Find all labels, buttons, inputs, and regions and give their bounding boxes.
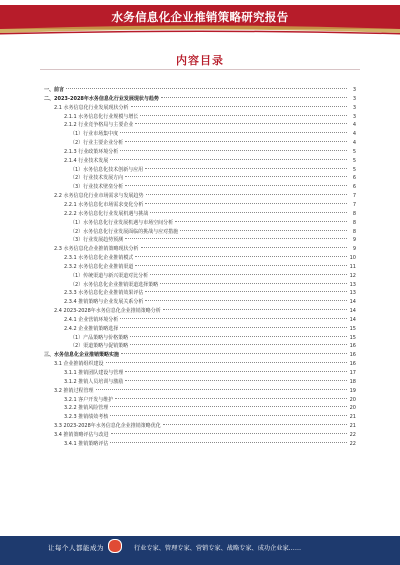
toc-entry-page: 19 — [349, 387, 356, 394]
toc-entry-page: 14 — [349, 299, 356, 306]
toc-entry[interactable] — [44, 431, 356, 440]
toc-leader-dots — [125, 175, 347, 177]
toc-entry[interactable] — [44, 192, 356, 201]
toc-entry-title: （2）行业主要企业分析 — [70, 140, 124, 147]
toc-entry-title: （2）水务信息化企业推销渠道选择策略 — [70, 281, 159, 288]
toc-entry[interactable] — [44, 236, 356, 245]
toc-entry-title: 3.4 推销策略评估与改进 — [54, 431, 109, 438]
toc-heading: 内容目录 — [176, 54, 224, 67]
toc-entry[interactable] — [44, 148, 356, 157]
toc-leader-dots — [115, 397, 347, 399]
footer-slogan-right: 行业专家、管理专家、营销专家、战略专家、成功企业家…… — [134, 545, 302, 552]
toc-entry[interactable] — [44, 113, 356, 122]
toc-leader-dots — [161, 96, 347, 98]
toc-entry-title: （1）产品策略与价格策略 — [70, 334, 129, 341]
toc-leader-dots — [120, 326, 347, 328]
toc-leader-dots — [125, 379, 347, 381]
toc-entry-title: 2.1.1 水务信息化行业规模与增长 — [64, 113, 139, 120]
toc-entry-page: 4 — [352, 122, 356, 129]
toc-entry-page: 6 — [352, 175, 356, 182]
toc-entry[interactable] — [44, 360, 356, 369]
toc-entry[interactable] — [44, 387, 356, 396]
toc-entry-title: （3）行业发展趋势预测 — [70, 237, 124, 244]
toc-entry[interactable] — [44, 404, 356, 413]
toc-entry-page: 22 — [349, 440, 356, 447]
toc-entry[interactable] — [44, 254, 356, 263]
toc-entry-page: 8 — [352, 219, 356, 226]
toc-entry-page: 5 — [352, 166, 356, 173]
toc-entry-title: 2.3.3 水务信息化企业推销效果评估 — [64, 290, 144, 297]
toc-leader-dots — [130, 335, 347, 337]
toc-entry[interactable] — [44, 351, 356, 360]
toc-entry-title: 2.2 水务信息化行业市场需求与发展趋势 — [54, 193, 144, 200]
toc-leader-dots — [135, 122, 347, 124]
toc-entry-title: 2.4.1 企业营销环境分析 — [64, 316, 119, 323]
toc-leader-dots — [150, 273, 347, 275]
toc-entry-title: 3.3 2023-2028年水务信息化企业推销策略优化 — [54, 423, 161, 430]
toc-entry-title: （2）行业技术发展方向 — [70, 175, 124, 182]
toc-entry-title: （1）水务信息化行业发展机遇与市场空间分析 — [70, 219, 174, 226]
toc-entry-title: 3.1.2 推销人员培训与激励 — [64, 378, 124, 385]
toc-entry-page: 3 — [352, 95, 356, 102]
toc-leader-dots — [111, 432, 347, 434]
toc-entry-title: （1）传统渠道与新兴渠道对比分析 — [70, 272, 149, 279]
toc-leader-dots — [125, 184, 347, 186]
toc-entry-page: 7 — [352, 201, 356, 208]
toc-entry-page: 15 — [349, 325, 356, 332]
toc-leader-dots — [110, 405, 347, 407]
toc-entry-page: 17 — [349, 370, 356, 376]
toc-entry-title: 2.2.1 水务信息化市场需求变化分析 — [64, 201, 144, 208]
toc-entry-title: 2.3.4 推销策略与企业发展关系分析 — [64, 299, 144, 306]
toc-entry-title: （2）渠道策略与促销策略 — [70, 343, 129, 350]
toc-leader-dots — [120, 131, 347, 133]
toc-entry-page: 14 — [349, 308, 356, 315]
toc-leader-dots — [125, 237, 347, 239]
toc-entry-page: 4 — [352, 131, 356, 138]
toc-leader-dots — [66, 87, 347, 89]
toc-entry-title: （1）水务信息化技术创新与应用 — [70, 166, 144, 173]
toc-entry[interactable] — [44, 174, 356, 183]
toc-entry[interactable] — [44, 245, 356, 254]
toc-entry[interactable] — [44, 121, 356, 130]
toc-leader-dots — [175, 220, 347, 222]
toc-entry-title: 3.2.3 推销绩效考核 — [64, 414, 109, 421]
toc-entry[interactable] — [44, 281, 356, 290]
toc-entry-page: 21 — [349, 414, 356, 421]
toc-leader-dots — [120, 317, 347, 319]
toc-entry-page: 3 — [352, 87, 356, 93]
toc-entry-page: 15 — [349, 334, 356, 341]
toc-entry[interactable] — [44, 130, 356, 139]
toc-leader-dots — [163, 423, 347, 425]
toc-entry-page: 6 — [352, 184, 356, 191]
toc-entry-page: 14 — [349, 316, 356, 323]
toc-entry-page: 13 — [349, 290, 356, 297]
toc-leader-dots — [135, 264, 347, 266]
toc-entry-page: 21 — [349, 423, 356, 430]
toc-entry-page: 5 — [352, 148, 356, 155]
toc-leader-dots — [130, 343, 347, 345]
toc-entry-title: 2.1.4 行业技术发展 — [64, 157, 109, 164]
toc-entry-title: （1）行业市场集中度 — [70, 131, 119, 138]
toc-entry-title: 2.1 水务信息化行业发展现状分析 — [54, 104, 129, 111]
toc-leader-dots — [135, 255, 347, 257]
toc-entry[interactable] — [44, 219, 356, 228]
toc-leader-dots — [125, 370, 347, 372]
toc-entry-title: 3.4.1 推销策略评估 — [64, 440, 109, 447]
toc-entry-title: 2.2.2 水务信息化行业发展机遇与挑战 — [64, 210, 149, 217]
toc-entry-title: 3.2.2 推销风险管理 — [64, 405, 109, 412]
toc-entry-page: 4 — [352, 140, 356, 147]
toc-entry[interactable] — [44, 396, 356, 405]
toc-leader-dots — [110, 414, 347, 416]
toc-entry-page: 12 — [349, 272, 356, 279]
toc-entry-title: 2.4.2 企业推销策略选择 — [64, 325, 119, 332]
toc-entry-page: 13 — [349, 281, 356, 288]
toc-leader-dots — [96, 388, 347, 390]
toc-entry-page: 8 — [352, 210, 356, 217]
toc-entry[interactable] — [44, 378, 356, 387]
toc-entry-page: 20 — [349, 396, 356, 403]
toc-entry-title: 2.3.1 水务信息化企业推销模式 — [64, 255, 134, 262]
toc-entry-title: 三、水务信息化企业推销策略实施 — [44, 352, 120, 359]
toc-leader-dots — [160, 282, 347, 284]
toc-entry[interactable] — [44, 228, 356, 237]
toc-entry-title: 3.1.1 推销团队建设与管理 — [64, 370, 124, 376]
toc-entry[interactable] — [44, 325, 356, 334]
toc-divider — [40, 69, 360, 70]
toc-entry[interactable] — [44, 263, 356, 272]
toc-entry-page: 9 — [352, 246, 356, 253]
toc-leader-dots — [120, 149, 347, 151]
toc-entry[interactable] — [44, 413, 356, 422]
toc-entry[interactable] — [44, 369, 356, 378]
toc-leader-dots — [121, 352, 347, 354]
toc-entry[interactable] — [44, 289, 356, 298]
toc-entry[interactable] — [44, 86, 356, 95]
toc-entry-page: 8 — [352, 228, 356, 235]
toc-entry-page: 16 — [349, 343, 356, 350]
toc-leader-dots — [125, 140, 347, 142]
footer-slogan-left: 让每个人都能成为 — [48, 544, 104, 552]
toc-entry[interactable] — [44, 166, 356, 175]
toc-entry[interactable] — [44, 183, 356, 192]
toc-entry-page: 3 — [352, 104, 356, 111]
toc-leader-dots — [110, 441, 347, 443]
toc-entry[interactable] — [44, 316, 356, 325]
toc-leader-dots — [131, 105, 347, 107]
toc-entry[interactable] — [44, 157, 356, 166]
toc-entry-page: 16 — [349, 361, 356, 368]
toc-entry-page: 3 — [352, 113, 356, 120]
toc-leader-dots — [145, 290, 347, 292]
header-banner — [0, 0, 400, 40]
toc-leader-dots — [145, 167, 347, 169]
toc-entry-page: 10 — [349, 255, 356, 262]
toc-leader-dots — [150, 211, 347, 213]
toc-entry-title: 2.1.2 行业竞争格局与主要企业 — [64, 122, 134, 129]
toc-entry-page: 20 — [349, 405, 356, 412]
toc-entry-title: 2.3 水务信息化企业推销策略现状分析 — [54, 246, 139, 253]
toc-entry-title: 2.1.3 行业政策环境分析 — [64, 148, 119, 155]
brand-logo-icon — [108, 539, 122, 553]
toc-entry[interactable] — [44, 210, 356, 219]
toc-leader-dots — [140, 114, 347, 116]
toc-entry-page: 22 — [349, 431, 356, 438]
toc-entry[interactable] — [44, 334, 356, 343]
toc-entry-page: 7 — [352, 193, 356, 200]
toc-leader-dots — [180, 229, 347, 231]
toc-entry-page: 16 — [349, 352, 356, 359]
toc-entry-page: 18 — [349, 378, 356, 385]
toc-entry-title: （3）行业技术壁垒分析 — [70, 184, 124, 191]
document-title: 水务信息化企业推销策略研究报告 — [111, 10, 289, 24]
toc-entry-title: 一、前言 — [44, 87, 65, 93]
toc-entry[interactable] — [44, 95, 356, 104]
toc-leader-dots — [110, 158, 347, 160]
toc-leader-dots — [163, 308, 347, 310]
toc-entry-title: 二、2023-2028年水务信息化行业发展现状与趋势 — [44, 95, 159, 102]
toc-leader-dots — [145, 202, 347, 204]
toc-entry[interactable] — [44, 422, 356, 431]
toc-entry[interactable] — [44, 104, 356, 113]
toc-entry[interactable] — [44, 272, 356, 281]
toc-entry[interactable] — [44, 342, 356, 351]
toc-entry[interactable] — [44, 298, 356, 307]
toc-entry-title: 2.4 2023-2028年水务信息化企业推销策略分析 — [54, 308, 161, 315]
toc-entry-title: 3.2 推销过程管理 — [54, 387, 94, 394]
toc-entry[interactable] — [44, 139, 356, 148]
toc-entry-title: 3.1 企业推销组织建设 — [54, 361, 104, 368]
toc-leader-dots — [145, 299, 347, 301]
toc-leader-dots — [146, 193, 347, 195]
toc-entry-title: 3.2.1 客户开发与维护 — [64, 396, 114, 403]
toc-leader-dots — [141, 246, 347, 248]
toc-entry-title: 2.3.2 水务信息化企业推销渠道 — [64, 263, 134, 270]
footer-banner — [0, 536, 400, 565]
toc-entry-page: 9 — [352, 237, 356, 244]
toc-entry[interactable] — [44, 440, 356, 449]
toc-leader-dots — [106, 361, 347, 363]
toc-entry-page: 5 — [352, 157, 356, 164]
table-of-contents — [44, 86, 356, 449]
toc-entry-title: （2）水务信息化行业发展面临的挑战与应对措施 — [70, 228, 179, 235]
toc-entry-page: 11 — [349, 263, 356, 270]
toc-entry[interactable] — [44, 201, 356, 210]
toc-entry[interactable] — [44, 307, 356, 316]
